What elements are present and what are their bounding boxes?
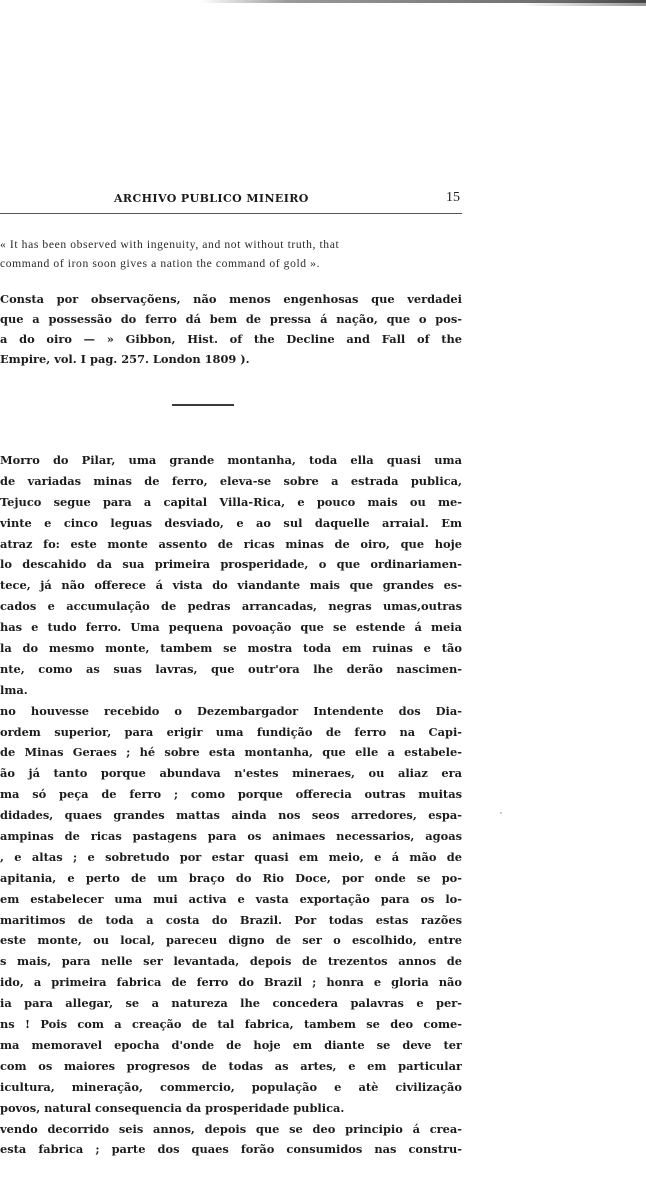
body-line: lo descahido da sua primeira prosperidade, o que ordinariamen-	[0, 557, 462, 572]
body-line: atraz fo: este monte assento de ricas minas de oiro, que hoje	[0, 536, 462, 551]
body-line: la do mesmo monte, tambem se mostra toda em ruinas e tão	[0, 641, 462, 656]
body-line: ordem superior, para erigir uma fundição de ferro na Capi-	[0, 724, 462, 739]
body-line: com os maiores progresos de todas as artes, e em particular	[0, 1058, 462, 1073]
body-line: didades, quaes grandes mattas ainda nos seos arredores, espa-	[0, 808, 462, 823]
body-text	[0, 450, 462, 1160]
body-line: maritimos de toda a costa do Brazil. Por todas estas razões	[0, 912, 462, 927]
quote-line: « It has been observed with ingenuity, and not without truth, that	[0, 238, 340, 251]
body-line: no houvesse recebido o Dezembargador Intendente dos Dia-	[0, 703, 462, 718]
page-number: 15	[446, 190, 460, 205]
body-line: lma.	[0, 682, 28, 697]
body-line: cados e accumulação de pedras arrancadas, negras umas,outras	[0, 599, 462, 614]
paper-speck	[500, 812, 502, 814]
quote-line: command of iron soon gives a nation the command of gold ».	[0, 257, 321, 270]
body-line: em estabelecer uma mui activa e vasta exportação para os lo-	[0, 891, 462, 906]
body-line: tece, já não offerece á vista do viandante mais que grandes es-	[0, 578, 462, 593]
translation-line: a do oiro — » Gibbon, Hist. of the Decline and Fall of the	[0, 332, 462, 346]
body-line: ia para allegar, se a natureza lhe concedera palavras e per-	[0, 996, 462, 1011]
body-line: vinte e cinco leguas desviado, e ao sul daquelle arraial. Em	[0, 515, 462, 530]
body-line: ns ! Pois com a creação de tal fabrica, tambem se deo come-	[0, 1017, 462, 1032]
body-line: este monte, ou local, pareceu digno de ser o escolhido, entre	[0, 933, 462, 948]
body-line: ma memoravel epocha d'onde de hoje em diante se deve ter	[0, 1037, 462, 1052]
body-line: Morro do Pilar, uma grande montanha, toda ella quasi uma	[0, 453, 462, 467]
body-line: s mais, para nelle ser levantada, depois de trezentos annos de	[0, 954, 462, 969]
body-line: apitania, e perto de um braço do Rio Doce, por onde se po-	[0, 870, 462, 885]
header-rule	[0, 213, 462, 214]
body-line: ido, a primeira fabrica de ferro do Brazil ; honra e gloria não	[0, 975, 462, 990]
body-line: icultura, mineração, commercio, população e atè civilização	[0, 1079, 462, 1094]
section-separator	[172, 404, 234, 406]
translation-line: Empire, vol. I pag. 257. London 1809 ).	[0, 352, 250, 366]
translation-line: que a possessão do ferro dá bem de pressa á nação, que o pos-	[0, 312, 462, 326]
body-line: ampinas de ricas pastagens para os animaes necessarios, agoas	[0, 829, 462, 844]
body-line: vendo decorrido seis annos, depois que se deo principio á crea-	[0, 1121, 462, 1136]
body-line: nte, como as suas lavras, que outr'ora lhe derão nascimen-	[0, 661, 462, 676]
body-line: povos, natural consequencia da prosperidade publica.	[0, 1100, 345, 1115]
translation-line: Consta por observaçõens, não menos engenhosas que verdadei	[0, 292, 462, 306]
body-line: Tejuco segue para a capital Villa-Rica, e pouco mais ou me-	[0, 494, 462, 509]
portuguese-translation	[0, 289, 462, 369]
body-line: , e altas ; e sobretudo por estar quasi em meio, e á mão de	[0, 849, 462, 864]
body-line: de Minas Geraes ; hé sobre esta montanha, que elle a estabele-	[0, 745, 462, 760]
english-quote	[0, 235, 462, 273]
page-edge-shadow-dark	[520, 2, 646, 6]
body-line: esta fabrica ; parte dos quaes forão consumidos nas constru-	[0, 1142, 462, 1157]
body-line: de variadas minas de ferro, eleva-se sobre a estrada publica,	[0, 473, 462, 488]
running-header	[0, 190, 460, 210]
body-line: ão já tanto porque abundava n'estes mineraes, ou aliaz era	[0, 766, 462, 781]
body-line: ma só peça de ferro ; como porque offerecia outras muitas	[0, 787, 462, 802]
body-line: has e tudo ferro. Uma pequena povoação que se estende á meia	[0, 620, 462, 635]
running-header-title: ARCHIVO PUBLICO MINEIRO	[114, 192, 309, 205]
